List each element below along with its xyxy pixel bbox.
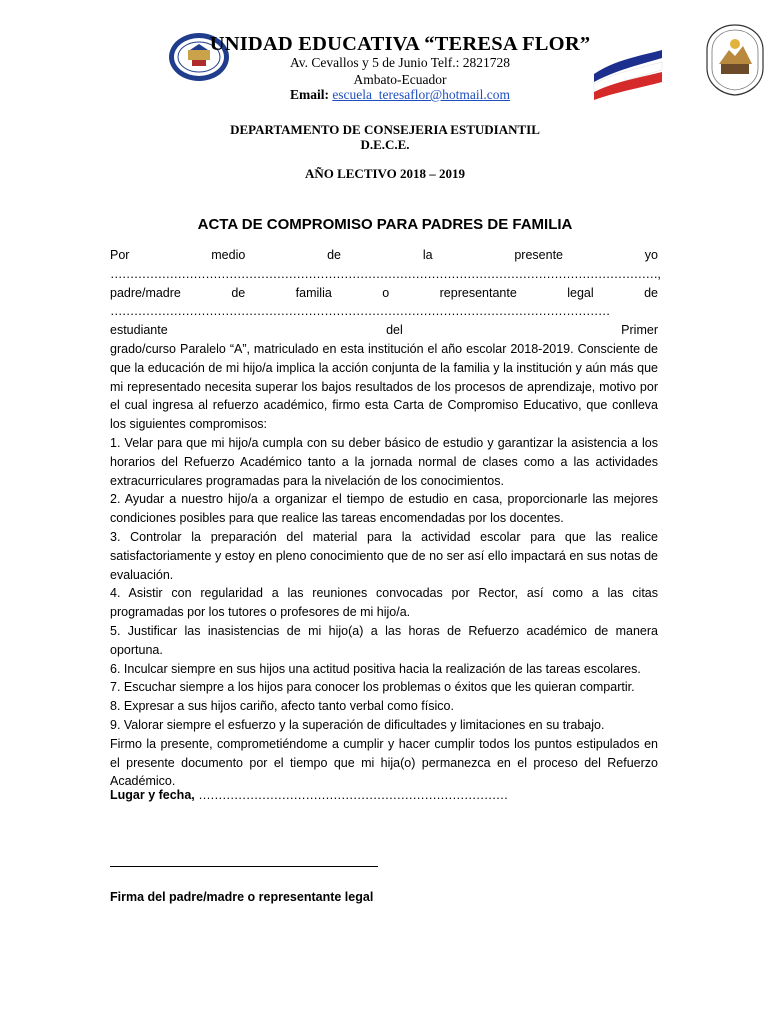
school-email-line — [200, 87, 600, 103]
intro-line-2: padre/madre de familia o representante legal de — [110, 285, 658, 300]
intro-line-3: ……………………………………………………………………………………………………………… estudiante del Primer — [110, 304, 658, 338]
email-label: Email: — [289, 87, 329, 102]
place-date-label: Lugar y fecha, — [110, 788, 195, 802]
commitment-item: 2. Ayudar a nuestro hijo/a a organizar el tiempo de estudio en casa, proporcionarle las mejores condiciones posibles para que realice las tareas encomendadas por los docentes. — [110, 492, 658, 526]
closing-paragraph: Firmo la presente, comprometiéndome a cumplir y hacer cumplir todos los puntos estipulados en el presente documento por el tiempo que mi hija(o) permanezca en el proceso del Refuerzo Académico. — [110, 736, 658, 789]
flag-graphic — [592, 48, 664, 100]
signature-line — [110, 866, 378, 867]
commitment-item: 4. Asistir con regularidad a las reuniones convocadas por Rector, así como a las citas programadas por los tutores o profesores de mi hijo/a. — [110, 586, 658, 620]
commitment-item: 9. Valorar siempre el esfuerzo y la superación de dificultades y limitaciones en su trabajo. — [110, 717, 605, 732]
commitment-item: 3. Controlar la preparación del material para la actividad escolar para que las realice satisfactoriamente y estoy en pleno conocimiento que de no ser así ello impactará en sus notas de evaluación. — [110, 529, 658, 582]
commitment-item: 6. Inculcar siempre en sus hijos una actitud positiva hacia la realización de las tareas escolares. — [110, 661, 641, 676]
school-year: AÑO LECTIVO 2018 – 2019 — [304, 166, 466, 181]
commitment-item: 5. Justificar las inasistencias de mi hijo(a) a las horas de Refuerzo académico de manera oportuna. — [110, 623, 658, 657]
school-address: Av. Cevallos y 5 de Junio Telf.: 2821728 — [289, 55, 511, 70]
place-date-blank: …………………………………………………………………… — [198, 788, 508, 802]
signature-label: Firma del padre/madre o representante legal — [110, 890, 374, 904]
school-name: UNIDAD EDUCATIVA “TERESA FLOR” — [209, 33, 591, 55]
intro-paragraph: grado/curso Paralelo “A”, matriculado en esta institución el año escolar 2018-2019. Consciente de que la educación de mi hijo/a implica la acción conjunta de la familia y la institución y aún más que mi representado necesita superar los bajos resultados de los procesos de aprendizaje, motivo por el cual ingresa al refuerzo académico, firmo esta Carta de Compromiso Educativo, que conlleva los siguientes compromisos: — [110, 341, 658, 432]
email-link[interactable]: escuela_teresaflor@hotmail.com — [332, 87, 511, 102]
school-city: Ambato-Ecuador — [353, 72, 447, 87]
commitment-item: 1. Velar para que mi hijo/a cumpla con su deber básico de estudio y garantizar la asistencia a los horarios del Refuerzo Académico tanto a la jornada normal de clases como a las actividades extracurriculares programadas para la nivelación de los conocimientos. — [110, 435, 658, 488]
place-and-date — [110, 788, 508, 802]
blank-student-name: ……………………………………………………………………………………………………………… — [110, 304, 610, 319]
document-title: ACTA DE COMPROMISO PARA PADRES DE FAMILIA — [197, 216, 573, 233]
department-abbreviation: D.E.C.E. — [360, 137, 410, 152]
document-body — [110, 246, 661, 791]
commitment-item: 7. Escuchar siempre a los hijos para conocer los problemas o éxitos que les quieran compartir. — [110, 680, 635, 695]
blank-parent-name: …………………………………………………………………………………………………………………………, — [110, 266, 661, 281]
school-seal-right — [705, 24, 765, 96]
intro-line-1: Por medio de la presente yo …………………………………………………………………………………………………………………………, — [110, 248, 661, 281]
department-name: DEPARTAMENTO DE CONSEJERIA ESTUDIANTIL — [230, 122, 540, 137]
commitment-item: 8. Expresar a sus hijos cariño, afecto tanto verbal como físico. — [110, 699, 454, 714]
